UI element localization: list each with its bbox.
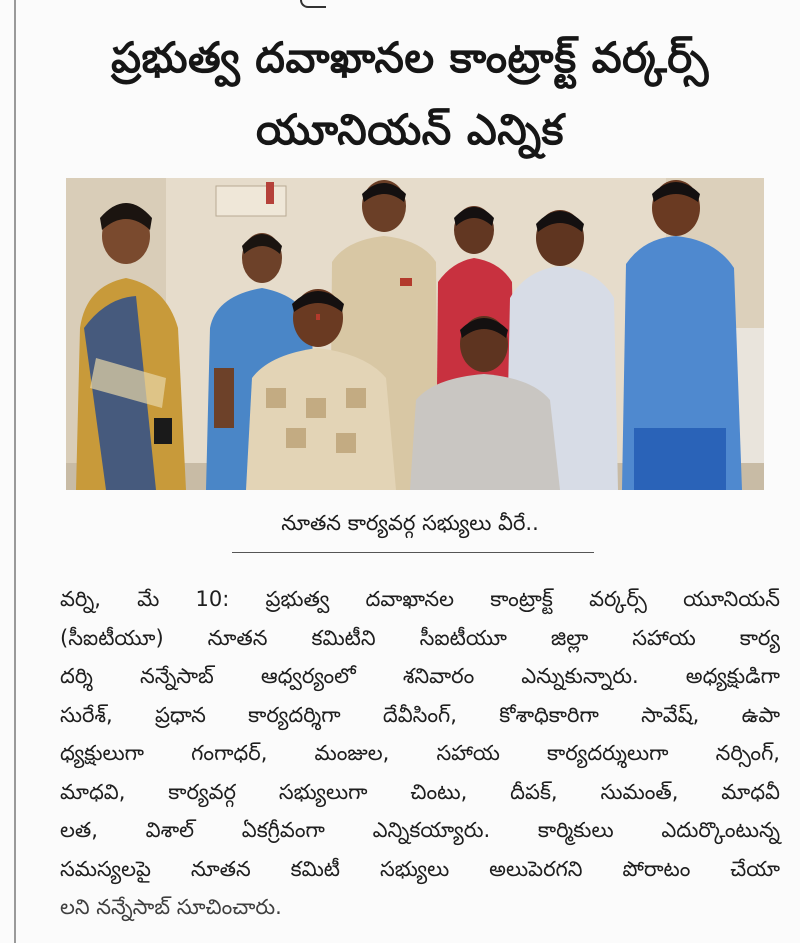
column-divider	[14, 0, 16, 943]
cropped-glyph-fragment	[300, 0, 326, 8]
article-line: లత, విశాల్ ఏకగ్రీవంగా ఎన్నికయ్యారు. కార్మికులు ఎదుర్కొంటున్న	[60, 818, 780, 842]
group-photo	[66, 178, 764, 490]
article-line: వర్ని, మే 10: ప్రభుత్వ దవాఖానల కాంట్రాక్ట్ వర్కర్స్ యూనియన్	[60, 587, 780, 611]
photo-caption: నూతన కార్యవర్గ సభ్యులు వీరే..	[281, 511, 539, 535]
article-line: దర్శి నన్నేసాబ్ ఆధ్వర్యంలో శనివారం ఎన్నుకున్నారు. అధ్యక్షుడిగా	[60, 664, 780, 688]
article-line: మాధవి, కార్యవర్గ సభ్యులుగా చింటు, దీపక్, సుమంత్, మాధవీ	[60, 779, 780, 804]
headline-line-2: యూనియన్ ఎన్నిక	[256, 105, 564, 154]
article-line: సురేశ్, ప్రధాన కార్యదర్శిగా దేవీసింగ్, కోశాధికారిగా సావేష్, ఉపా	[60, 702, 780, 727]
article-line: సమస్యలపై నూతన కమిటీ సభ్యులు అలుపెరగని పోరాటం చేయా	[60, 856, 780, 881]
headline-line-1: ప్రభుత్వ దవాఖానల కాంట్రాక్ట్ వర్కర్స్	[111, 33, 709, 82]
article-line: (సీఐటీయూ) నూతన కమిటీని సీఐటీయూ జిల్లా సహాయ కార్య	[60, 625, 780, 650]
article-body	[60, 580, 780, 927]
caption-underline	[232, 552, 594, 553]
article-line: ధ్యక్షులుగా గంగాధర్, మంజుల, సహాయ కార్యదర్శులుగా నర్సింగ్,	[60, 741, 780, 765]
article-line-cropped: లని నన్నేసాబ్ సూచించారు.	[60, 895, 282, 919]
group-photo-illustration	[66, 178, 764, 490]
